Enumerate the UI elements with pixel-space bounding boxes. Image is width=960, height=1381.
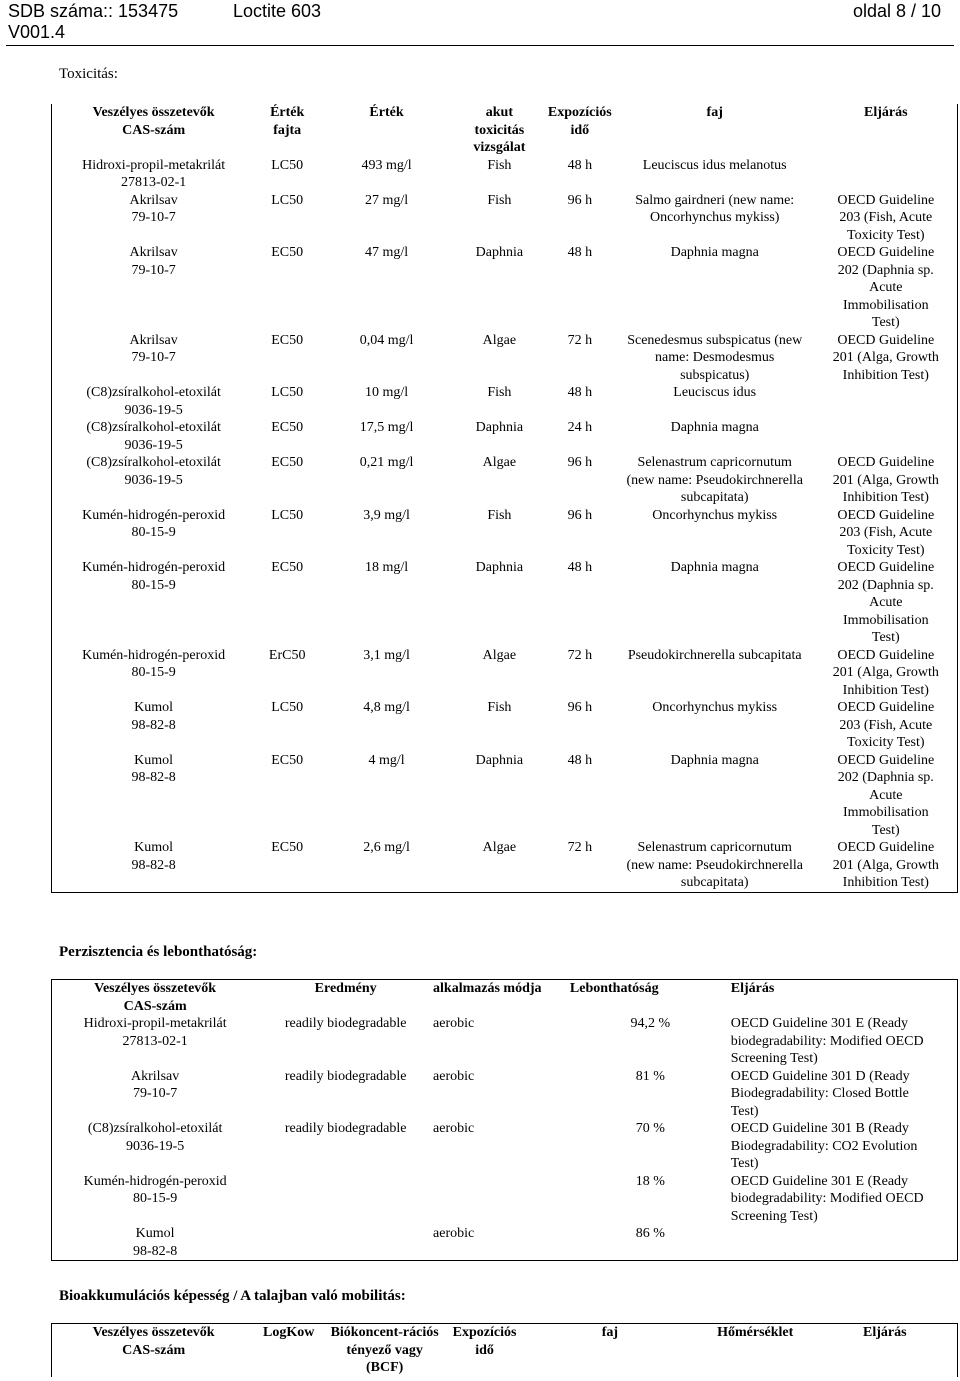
species-cell: Oncorhynchus mykiss — [652, 507, 778, 523]
col-header: Veszélyes összetevők CAS-szám — [92, 1325, 215, 1358]
component-cell: (C8)zsíralkohol-etoxilát 9036-19-5 — [86, 455, 221, 488]
persistence-table — [51, 979, 958, 1261]
mode-cell: aerobic — [433, 1226, 475, 1241]
species-cell: Leuciscus idus melanotus — [642, 157, 787, 173]
species-cell: Oncorhynchus mykiss — [652, 700, 778, 715]
col-header: Biókoncent-rációs tényező vagy (BCF) — [330, 1325, 439, 1375]
result-cell: readily biodegradable — [284, 1121, 407, 1136]
method-cell: OECD Guideline 201 (Alga, Growth Inhibition Test) — [832, 840, 939, 890]
species-cell: Selenastrum capricornutum (new name: Pseudokirchnerella subcapitata) — [626, 840, 803, 890]
value-cell: 0,04 mg/l — [359, 332, 414, 348]
type-cell: EC50 — [271, 332, 304, 348]
method-cell: OECD Guideline 301 E (Ready biodegradability: Modified OECD Screening Test) — [730, 1016, 924, 1066]
mode-cell — [433, 1173, 570, 1226]
component-cell: Kumol 98-82-8 — [132, 1226, 178, 1259]
result-cell — [258, 1173, 433, 1226]
col-header: Érték — [369, 105, 404, 120]
sdb-number: SDB száma:: 153475 — [8, 1, 179, 21]
method-cell: OECD Guideline 202 (Daphnia sp. Acute Immobilisation Test) — [837, 245, 935, 330]
test-cell: Algae — [482, 455, 517, 470]
table-row — [52, 647, 958, 700]
table-row — [52, 157, 958, 192]
test-cell: Daphnia — [475, 560, 524, 575]
test-cell: Fish — [487, 385, 512, 400]
method-cell — [815, 384, 958, 419]
table-row — [52, 1173, 958, 1226]
component-cell: (C8)zsíralkohol-etoxilát 9036-19-5 — [87, 1121, 223, 1154]
species-cell: Daphnia magna — [670, 752, 759, 768]
component-cell: (C8)zsíralkohol-etoxilát 9036-19-5 — [86, 385, 221, 418]
component-cell: Kumén-hidrogén-peroxid 80-15-9 — [82, 647, 226, 680]
component-cell: Hidroxi-propil-metakrilát 27813-02-1 — [83, 1016, 227, 1049]
component-cell: Kumén-hidrogén-peroxid 80-15-9 — [83, 1173, 227, 1206]
col-header: Expozíciós idő — [547, 105, 612, 138]
component-cell: Akrilsav 79-10-7 — [129, 332, 178, 365]
col-header: Veszélyes összetevők CAS-szám — [94, 981, 217, 1014]
mode-cell: aerobic — [433, 1016, 475, 1031]
component-cell: Kumol 98-82-8 — [131, 840, 176, 873]
time-cell: 48 h — [567, 385, 593, 400]
result-cell — [258, 1225, 433, 1261]
col-header: alkalmazás módja — [433, 981, 542, 996]
degradability-cell: 70 % — [635, 1121, 665, 1136]
time-cell: 48 h — [567, 157, 593, 173]
col-header: LogKow — [263, 1325, 315, 1340]
value-cell: 3,1 mg/l — [363, 647, 410, 663]
time-cell: 24 h — [567, 420, 593, 435]
table-row — [52, 419, 958, 454]
table-row — [52, 839, 958, 892]
type-cell: EC50 — [271, 840, 304, 855]
method-cell: OECD Guideline 202 (Daphnia sp. Acute Immobilisation Test) — [837, 560, 935, 645]
test-cell: Daphnia — [475, 752, 524, 768]
time-cell: 96 h — [567, 507, 593, 523]
value-cell: 27 mg/l — [364, 192, 409, 208]
method-cell — [731, 1225, 958, 1261]
col-header: Lebonthatóság — [569, 981, 659, 996]
value-cell: 47 mg/l — [364, 245, 409, 260]
test-cell: Daphnia — [475, 245, 524, 260]
col-header: Eljárás — [863, 1325, 907, 1340]
value-cell: 0,21 mg/l — [359, 455, 414, 470]
type-cell: EC50 — [271, 560, 304, 575]
method-cell: OECD Guideline 201 (Alga, Growth Inhibition Test) — [832, 455, 939, 505]
type-cell: EC50 — [271, 752, 304, 768]
species-cell: Daphnia magna — [670, 245, 759, 260]
product-name: Loctite 603 — [233, 1, 322, 21]
value-cell: 4 mg/l — [368, 752, 405, 768]
col-header: faj — [706, 105, 723, 120]
col-header: faj — [601, 1325, 619, 1340]
persistence-header-row — [52, 980, 958, 1016]
test-cell: Fish — [487, 507, 512, 523]
method-cell: OECD Guideline 301 B (Ready Biodegradability: CO2 Evolution Test) — [730, 1121, 918, 1171]
result-cell: readily biodegradable — [284, 1068, 407, 1084]
table-row — [52, 384, 958, 419]
table-row — [52, 332, 958, 385]
table-row — [52, 192, 958, 245]
component-cell: Kumol 98-82-8 — [131, 700, 176, 733]
test-cell: Fish — [487, 700, 512, 715]
value-cell: 2,6 mg/l — [363, 840, 410, 855]
table-row — [52, 244, 958, 332]
col-header: akut toxicitás vizsgálat — [473, 105, 526, 155]
persistence-title: Perzisztencia és lebonthatóság: — [59, 944, 258, 960]
result-cell: readily biodegradable — [284, 1016, 407, 1031]
time-cell: 96 h — [567, 700, 593, 715]
species-cell: Pseudokirchnerella subcapitata — [627, 647, 802, 663]
species-cell: Daphnia magna — [670, 560, 759, 575]
mode-cell: aerobic — [433, 1121, 475, 1136]
test-cell: Algae — [482, 647, 517, 663]
method-cell: OECD Guideline 301 E (Ready biodegradability: Modified OECD Screening Test) — [730, 1173, 924, 1224]
table-row — [52, 1120, 958, 1173]
value-cell: 4,8 mg/l — [363, 700, 410, 715]
table-row — [52, 1225, 958, 1261]
degradability-cell: 81 % — [635, 1068, 665, 1084]
time-cell: 72 h — [567, 840, 593, 855]
table-row — [52, 1015, 958, 1068]
time-cell: 48 h — [567, 752, 593, 768]
bioaccumulation-header-row — [52, 1324, 958, 1377]
component-cell: Hidroxi-propil-metakrilát 27813-02-1 — [82, 157, 226, 190]
type-cell: LC50 — [271, 700, 304, 715]
toxicity-title: Toxicitás: — [59, 66, 118, 82]
table-row — [52, 1068, 958, 1121]
time-cell: 96 h — [567, 192, 593, 208]
degradability-cell: 94,2 % — [630, 1016, 671, 1031]
value-cell: 17,5 mg/l — [359, 420, 414, 435]
col-header: Eljárás — [730, 981, 775, 996]
method-cell: OECD Guideline 203 (Fish, Acute Toxicity Test) — [837, 192, 935, 243]
version: V001.4 — [8, 22, 66, 42]
value-cell: 18 mg/l — [364, 560, 409, 575]
test-cell: Algae — [482, 840, 517, 855]
type-cell: LC50 — [271, 385, 304, 400]
time-cell: 72 h — [567, 332, 593, 348]
table-row — [52, 752, 958, 840]
col-header: Veszélyes összetevők CAS-szám — [92, 105, 215, 138]
component-cell: Kumén-hidrogén-peroxid 80-15-9 — [82, 507, 226, 540]
col-header: Hőmérséklet — [717, 1325, 794, 1340]
time-cell: 72 h — [567, 647, 593, 663]
time-cell: 96 h — [567, 455, 593, 470]
method-cell: OECD Guideline 201 (Alga, Growth Inhibition Test) — [832, 647, 939, 698]
component-cell: Akrilsav 79-10-7 — [129, 245, 178, 278]
species-cell: Scenedesmus subspicatus (new name: Desmodesmus subspicatus) — [627, 332, 803, 383]
method-cell: OECD Guideline 201 (Alga, Growth Inhibition Test) — [832, 332, 939, 383]
method-cell: OECD Guideline 301 D (Ready Biodegradability: Closed Bottle Test) — [730, 1068, 910, 1119]
col-header: Eredmény — [314, 981, 377, 996]
species-cell: Daphnia magna — [670, 420, 759, 435]
col-header: Expozíciós idő — [452, 1325, 517, 1358]
type-cell: LC50 — [271, 192, 304, 208]
test-cell: Fish — [487, 157, 512, 173]
bioaccumulation-title: Bioakkumulációs képesség / A talajban való mobilitás: — [59, 1288, 406, 1304]
method-cell — [815, 419, 958, 454]
degradability-cell: 18 % — [635, 1173, 665, 1189]
type-cell: EC50 — [271, 455, 304, 470]
test-cell: Fish — [487, 192, 512, 208]
test-cell: Daphnia — [475, 420, 524, 435]
component-cell: (C8)zsíralkohol-etoxilát 9036-19-5 — [86, 420, 221, 453]
value-cell: 493 mg/l — [361, 157, 412, 173]
time-cell: 48 h — [567, 245, 593, 260]
type-cell: LC50 — [271, 507, 304, 523]
page-header — [0, 0, 960, 44]
table-row — [52, 559, 958, 647]
type-cell: EC50 — [271, 245, 304, 260]
component-cell: Kumén-hidrogén-peroxid 80-15-9 — [82, 560, 226, 593]
table-row — [52, 454, 958, 507]
component-cell: Kumol 98-82-8 — [131, 752, 176, 785]
species-cell: Leuciscus idus — [673, 385, 757, 400]
header-divider — [6, 45, 954, 46]
bioaccumulation-table — [51, 1323, 958, 1377]
toxicity-table — [51, 104, 958, 893]
method-cell — [815, 157, 958, 192]
time-cell: 48 h — [567, 560, 593, 575]
toxicity-header-row — [52, 104, 958, 157]
component-cell: Akrilsav 79-10-7 — [131, 1068, 180, 1101]
species-cell: Selenastrum capricornutum (new name: Pseudokirchnerella subcapitata) — [626, 455, 803, 505]
table-row — [52, 507, 958, 560]
method-cell: OECD Guideline 203 (Fish, Acute Toxicity Test) — [837, 700, 935, 750]
test-cell: Algae — [482, 332, 517, 348]
component-cell: Akrilsav 79-10-7 — [129, 192, 178, 225]
method-cell: OECD Guideline 203 (Fish, Acute Toxicity Test) — [837, 507, 935, 558]
page-number: oldal 8 / 10 — [853, 1, 942, 21]
col-header: Eljárás — [864, 105, 908, 120]
species-cell: Salmo gairdneri (new name: Oncorhynchus mykiss) — [635, 192, 795, 225]
value-cell: 3,9 mg/l — [363, 507, 410, 523]
degradability-cell: 86 % — [635, 1226, 665, 1241]
table-row — [52, 699, 958, 752]
method-cell: OECD Guideline 202 (Daphnia sp. Acute Immobilisation Test) — [837, 752, 935, 838]
type-cell: EC50 — [271, 420, 304, 435]
col-header: Érték fajta — [270, 105, 305, 138]
type-cell: ErC50 — [268, 647, 306, 663]
mode-cell: aerobic — [433, 1068, 475, 1084]
type-cell: LC50 — [271, 157, 304, 173]
value-cell: 10 mg/l — [364, 385, 409, 400]
